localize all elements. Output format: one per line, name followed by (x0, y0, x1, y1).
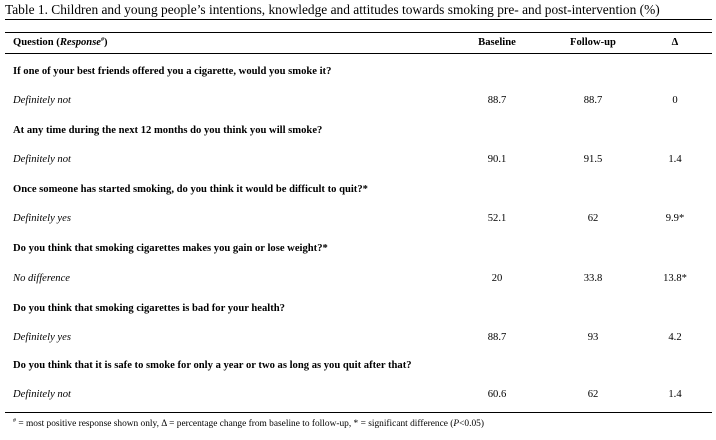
question-text: At any time during the next 12 months do you think you will smoke? (13, 125, 323, 136)
delta-value: 9.9* (665, 213, 685, 224)
delta-value: 13.8* (663, 273, 687, 284)
footnote-text-end: <0.05) (459, 419, 484, 429)
caption-rule (5, 19, 712, 20)
table-caption: Table 1. Children and young people’s intentions, knowledge and attitudes towards smoking pre- and post-intervention (%) (5, 2, 660, 17)
footnote-text: = most positive response shown only, Δ = percentage change from baseline to follow-up, * = significant difference ( (16, 419, 454, 429)
header-followup: Follow-up (570, 37, 616, 48)
baseline-value: 52.1 (487, 213, 507, 224)
followup-value: 91.5 (583, 154, 603, 165)
footnote-p-symbol: P (453, 419, 460, 429)
question-text: If one of your best friends offered you a cigarette, would you smoke it? (13, 66, 332, 77)
response-text: Definitely not (13, 95, 71, 106)
footnote-marker: # (13, 418, 16, 424)
delta-value: 1.4 (668, 154, 682, 165)
followup-value: 88.7 (583, 95, 603, 106)
table-bottom-rule (5, 412, 712, 413)
header-response-marker: # (101, 37, 105, 43)
baseline-value: 90.1 (487, 154, 507, 165)
response-text: Definitely not (13, 154, 71, 165)
followup-value: 33.8 (583, 273, 603, 284)
delta-value: 4.2 (668, 332, 682, 343)
question-text: Once someone has started smoking, do you think it would be difficult to quit?* (13, 184, 368, 195)
baseline-value: 60.6 (487, 389, 507, 400)
header-baseline: Baseline (478, 37, 516, 48)
question-text: Do you think that it is safe to smoke for only a year or two as long as you quit after that? (13, 360, 412, 371)
header-bottom-rule (5, 53, 712, 54)
response-text: Definitely not (13, 389, 71, 400)
response-text: Definitely yes (13, 213, 71, 224)
followup-value: 62 (587, 213, 599, 224)
header-question: Question (Response#) (13, 37, 108, 48)
response-text: Definitely yes (13, 332, 71, 343)
header-top-rule (5, 32, 712, 33)
delta-value: 0 (672, 95, 678, 106)
question-text: Do you think that smoking cigarettes is bad for your health? (13, 303, 285, 314)
baseline-value: 20 (491, 273, 503, 284)
response-text: No difference (13, 273, 70, 284)
baseline-value: 88.7 (487, 332, 507, 343)
delta-value: 1.4 (668, 389, 682, 400)
followup-value: 62 (587, 389, 599, 400)
header-delta: Δ (671, 37, 679, 48)
header-response-label: Response (59, 37, 102, 48)
question-text: Do you think that smoking cigarettes makes you gain or lose weight?* (13, 243, 328, 254)
header-question-label: Question (13, 37, 54, 48)
followup-value: 93 (587, 332, 599, 343)
baseline-value: 88.7 (487, 95, 507, 106)
table-footnote (13, 418, 484, 431)
